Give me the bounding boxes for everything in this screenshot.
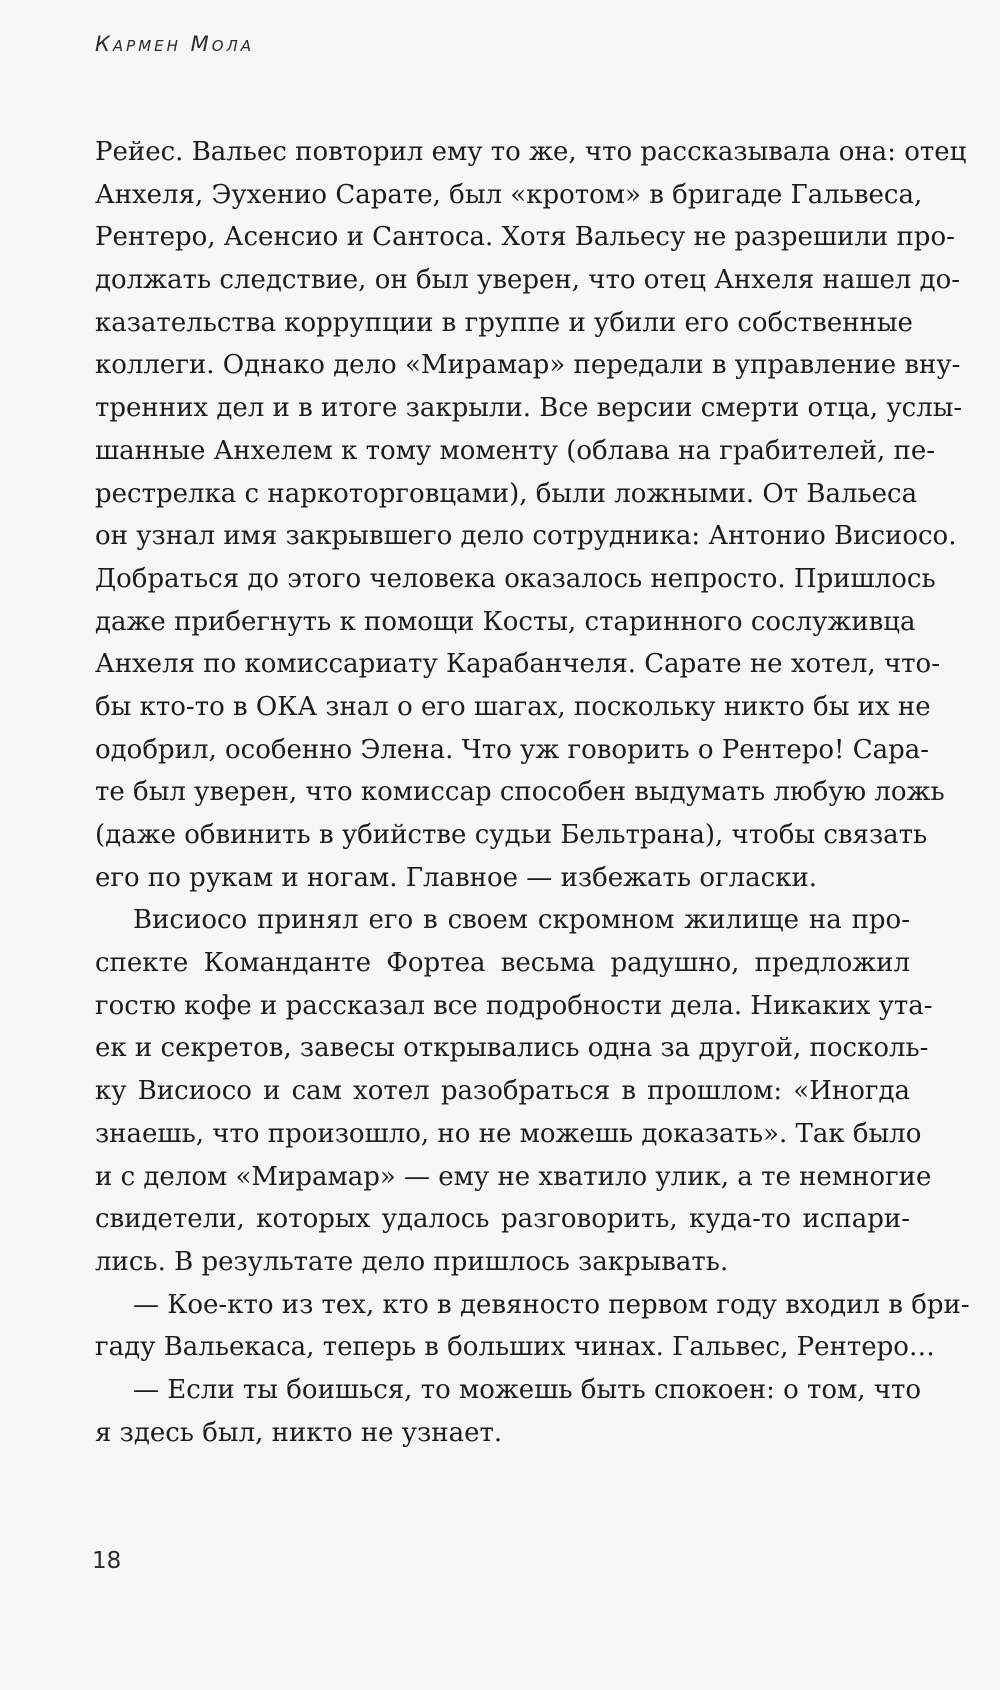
dialogue-line: я здесь был, никто не узнает. — [95, 1417, 503, 1448]
body-text — [95, 131, 970, 1454]
text-line: Рейес. Вальес повторил ему то же, что рассказывала она: отец — [95, 137, 967, 167]
dialogue-line: — Если ты боишься, то можешь быть спокоен: о том, что — [133, 1374, 922, 1405]
text-line: знаешь, что произошло, но не можешь доказать». Так было — [95, 1118, 922, 1149]
text-line: тренних дел и в итоге закрыли. Все версии смерти отца, услы- — [95, 393, 963, 424]
dialogue-line: — Кое-кто из тех, кто в девяносто первом году входил в бри- — [133, 1289, 970, 1320]
text-line: ек и секретов, завесы открывались одна за другой, посколь- — [95, 1033, 929, 1064]
text-line: Рентеро, Асенсио и Сантоса. Хотя Вальесу не разрешили про- — [95, 222, 955, 253]
text-line: и с делом «Мирамар» — ему не хватило улик, а те немногие — [95, 1161, 932, 1192]
page-number: 18 — [92, 1548, 122, 1574]
text-line: спекте Команданте Фортеа весьма радушно, предложил — [95, 948, 910, 979]
text-line: одобрил, особенно Элена. Что уж говорить о Рентеро! Сара- — [95, 734, 930, 765]
running-header-author: Кармен Мола — [95, 32, 255, 56]
text-line: казательства коррупции в группе и убили его собственные — [95, 307, 913, 338]
text-line: свидетели, которых удалось разговорить, куда-то испари- — [95, 1204, 910, 1235]
dialogue-line: гаду Вальекаса, теперь в больших чинах. Гальвес, Рентеро… — [95, 1332, 935, 1363]
text-line: должать следствие, он был уверен, что отец Анхеля нашел до- — [95, 265, 961, 296]
text-line: он узнал имя закрывшего дело сотрудника: Антонио Висиосо. — [95, 521, 957, 552]
text-line: (даже обвинить в убийстве судьи Бельтрана), чтобы связать — [95, 820, 928, 850]
text-line: шанные Анхелем к тому моменту (облава на грабителей, пе- — [95, 435, 935, 466]
text-line: его по рукам и ногам. Главное — избежать огласки. — [95, 862, 818, 893]
text-line: Анхеля, Эухенио Сарате, был «кротом» в бригаде Гальвеса, — [95, 179, 923, 210]
text-line: коллеги. Однако дело «Мирамар» передали в управление вну- — [95, 350, 961, 381]
text-line: лись. В результате дело пришлось закрывать. — [95, 1246, 729, 1277]
text-line: даже прибегнуть к помощи Косты, старинного сослуживца — [95, 606, 916, 637]
text-line: рестрелка с наркоторговцами), были ложными. От Вальеса — [95, 478, 918, 509]
text-line: гостю кофе и рассказал все подробности дела. Никаких ута- — [95, 990, 933, 1021]
text-line: Анхеля по комиссариату Карабанчеля. Сарате не хотел, что- — [95, 649, 940, 680]
text-line: те был уверен, что комиссар способен выдумать любую ложь — [95, 777, 945, 808]
paragraph-start-line: Висиосо принял его в своем скромном жилище на про- — [133, 905, 910, 936]
text-line: ку Висиосо и сам хотел разобраться в прошлом: «Иногда — [95, 1076, 910, 1107]
text-line: бы кто-то в ОКА знал о его шагах, поскольку никто бы их не — [95, 691, 931, 722]
text-line: Добраться до этого человека оказалось непросто. Пришлось — [95, 563, 936, 594]
